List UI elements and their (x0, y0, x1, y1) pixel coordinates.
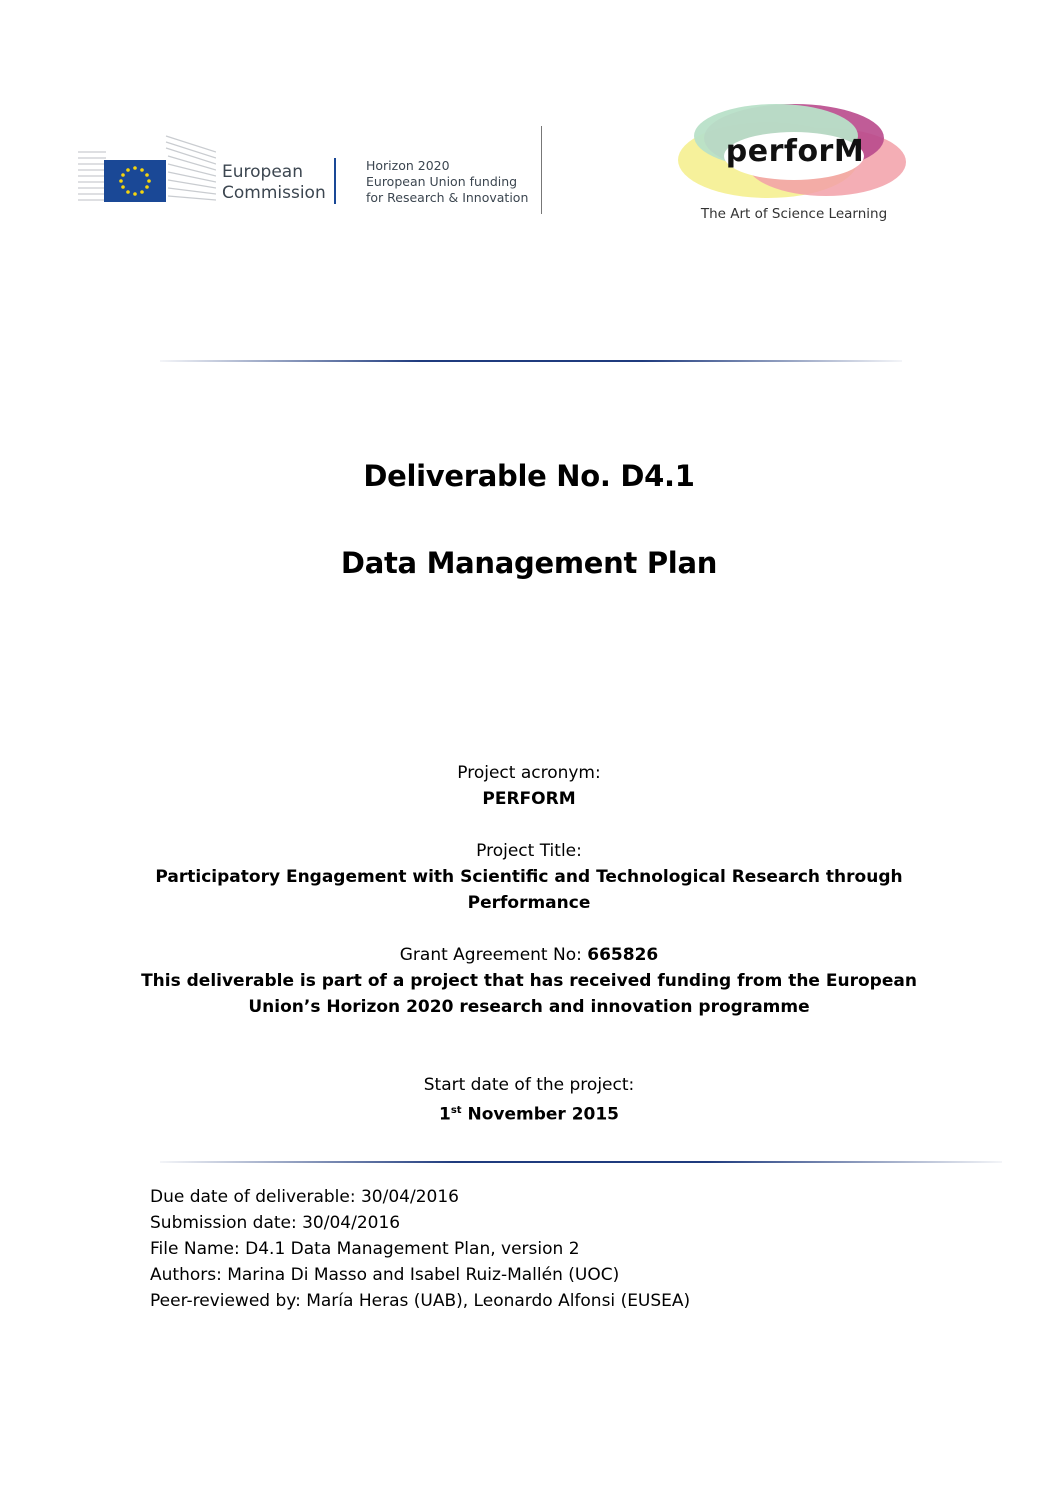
top-divider (160, 360, 902, 362)
document-metadata (150, 1184, 690, 1314)
european-commission-logo (76, 128, 546, 218)
header-divider (541, 126, 542, 214)
grant-agreement (0, 942, 1058, 968)
document-title: Data Management Plan (340, 546, 718, 580)
peer-reviewers: Peer-reviewed by: María Heras (UAB), Leonardo Alfonsi (EUSEA) (150, 1291, 691, 1311)
bottom-divider (160, 1161, 1002, 1163)
perform-wordmark: perforM (725, 134, 865, 169)
perform-logo (676, 100, 912, 226)
start-date-value: 1st November 2015 (438, 1104, 620, 1125)
ec-name: European Commission (222, 162, 326, 203)
project-title-line2: Performance (467, 893, 591, 913)
ec-divider (334, 158, 336, 204)
project-info (0, 760, 1058, 1128)
file-name: File Name: D4.1 Data Management Plan, version 2 (150, 1239, 580, 1259)
project-title-label: Project Title: (476, 841, 582, 861)
funding-line1: This deliverable is part of a project that has received funding from the European (141, 971, 917, 991)
ec-building-icon (76, 132, 216, 212)
grant-label: Grant Agreement No: (399, 945, 588, 965)
deliverable-number: Deliverable No. D4.1 (363, 459, 695, 493)
authors: Authors: Marina Di Masso and Isabel Ruiz-Mallén (UOC) (150, 1265, 620, 1285)
start-date-label: Start date of the project: (423, 1075, 635, 1095)
perform-tagline: The Art of Science Learning (700, 206, 888, 222)
due-date: Due date of deliverable: 30/04/2016 (150, 1187, 459, 1207)
grant-number: 665826 (587, 945, 659, 965)
acronym-value: PERFORM (482, 789, 576, 809)
acronym-label: Project acronym: (457, 763, 601, 783)
funding-line2: Union’s Horizon 2020 research and innovation programme (248, 997, 810, 1017)
submission-date: Submission date: 30/04/2016 (150, 1213, 401, 1233)
project-title-line1: Participatory Engagement with Scientific and Technological Research through (155, 867, 903, 887)
horizon-2020-text: Horizon 2020 European Union funding for Research & Innovation (366, 158, 529, 205)
